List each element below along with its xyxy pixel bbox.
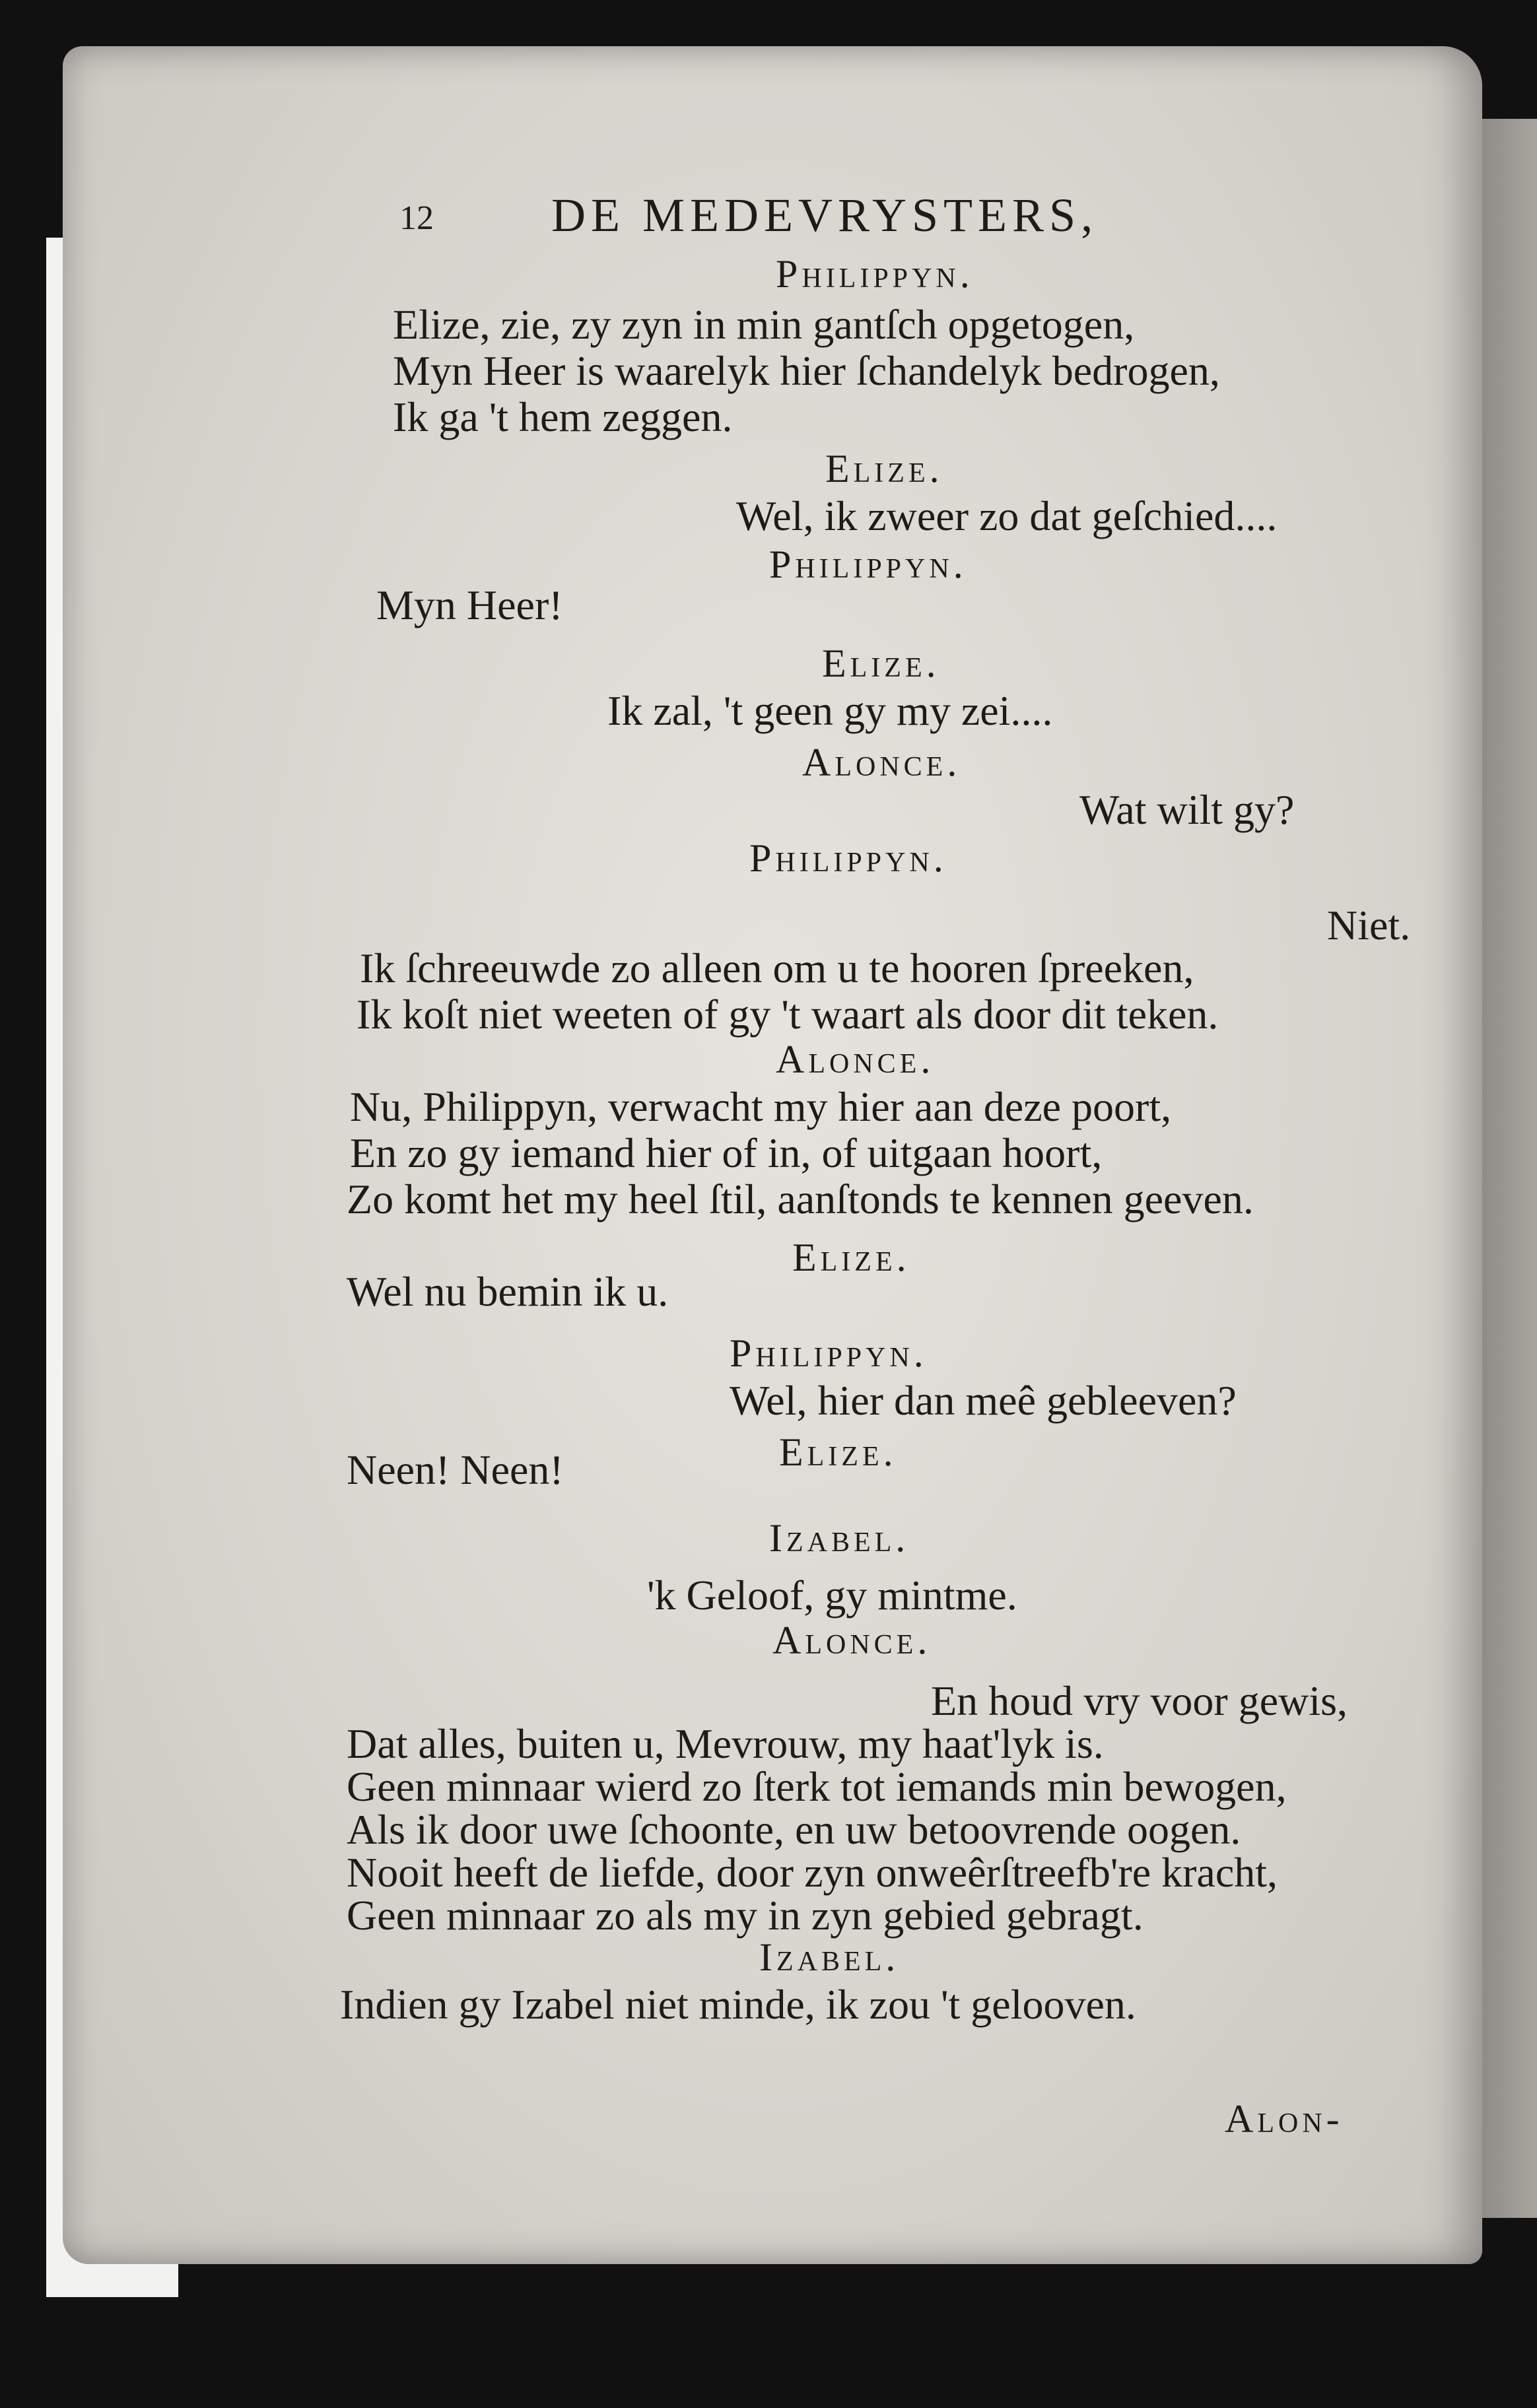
- page-number: 12: [399, 199, 434, 237]
- verse-line: En houd vry voor gewis,: [931, 1677, 1348, 1724]
- verse-line: Neen! Neen!: [347, 1446, 564, 1493]
- verse-line: Niet.: [1327, 902, 1411, 949]
- verse-line: Elize, zie, zy zyn in min gantſch opgetogen,: [393, 301, 1135, 348]
- speaker-label: Alonce.: [772, 1619, 932, 1662]
- verse-line: Ik ſchreeuwde zo alleen om u te hooren ſpreeken,: [360, 945, 1194, 991]
- speaker-label: Elize.: [779, 1430, 897, 1474]
- facing-page-edge: [1479, 119, 1537, 2218]
- verse-line: Myn Heer!: [376, 582, 563, 628]
- verse-line: Zo komt het my heel ſtil, aanſtonds te kennen geeven.: [347, 1176, 1254, 1222]
- verse-line: Geen minnaar zo als my in zyn gebied gebragt.: [347, 1892, 1144, 1939]
- verse-line: Geen minnaar wierd zo ſterk tot iemands min bewogen,: [347, 1763, 1287, 1810]
- verse-line: Nu, Philippyn, verwacht my hier aan deze poort,: [350, 1083, 1172, 1130]
- verse-line: Wel nu bemin ik u.: [347, 1268, 669, 1315]
- speaker-label: Alonce.: [802, 741, 961, 784]
- verse-line: Als ik door uwe ſchoonte, en uw betoovrende oogen.: [347, 1806, 1241, 1853]
- speaker-label: Philippyn.: [776, 252, 974, 296]
- verse-line: Wat wilt gy?: [1079, 786, 1295, 833]
- speaker-label: Elize.: [792, 1236, 910, 1279]
- speaker-label: Izabel.: [769, 1516, 910, 1560]
- verse-line: Indien gy Izabel niet minde, ik zou 't gelooven.: [340, 1981, 1136, 2028]
- verse-line: Myn Heer is waarelyk hier ſchandelyk bedrogen,: [393, 347, 1220, 394]
- speaker-label: Izabel.: [759, 1935, 900, 1979]
- speaker-label: Elize.: [825, 447, 943, 490]
- speaker-label: Elize.: [822, 642, 940, 685]
- verse-line: Ik koſt niet weeten of gy 't waart als door dit teken.: [357, 991, 1219, 1038]
- verse-line: 'k Geloof, gy mintme.: [647, 1572, 1017, 1619]
- verse-line: Wel, ik zweer zo dat geſchied....: [736, 492, 1278, 539]
- speaker-label: Alonce.: [776, 1038, 935, 1081]
- verse-line: Ik ga 't hem zeggen.: [393, 393, 733, 440]
- verse-line: Nooit heeft de liefde, door zyn onweêrſtreefb're kracht,: [347, 1849, 1278, 1896]
- running-title: DE MEDEVRYSTERS,: [551, 189, 1099, 242]
- verse-line: Wel, hier dan meê gebleeven?: [730, 1377, 1237, 1424]
- speaker-label: Philippyn.: [730, 1331, 928, 1375]
- verse-line: En zo gy iemand hier of in, of uitgaan hoort,: [350, 1129, 1103, 1176]
- speaker-label: Philippyn.: [769, 543, 967, 586]
- catchword: Alon-: [1225, 2097, 1344, 2141]
- speaker-label: Philippyn.: [749, 836, 947, 880]
- verse-line: Ik zal, 't geen gy my zei....: [607, 687, 1053, 734]
- verse-line: Dat alles, buiten u, Mevrouw, my haat'lyk is.: [347, 1720, 1104, 1767]
